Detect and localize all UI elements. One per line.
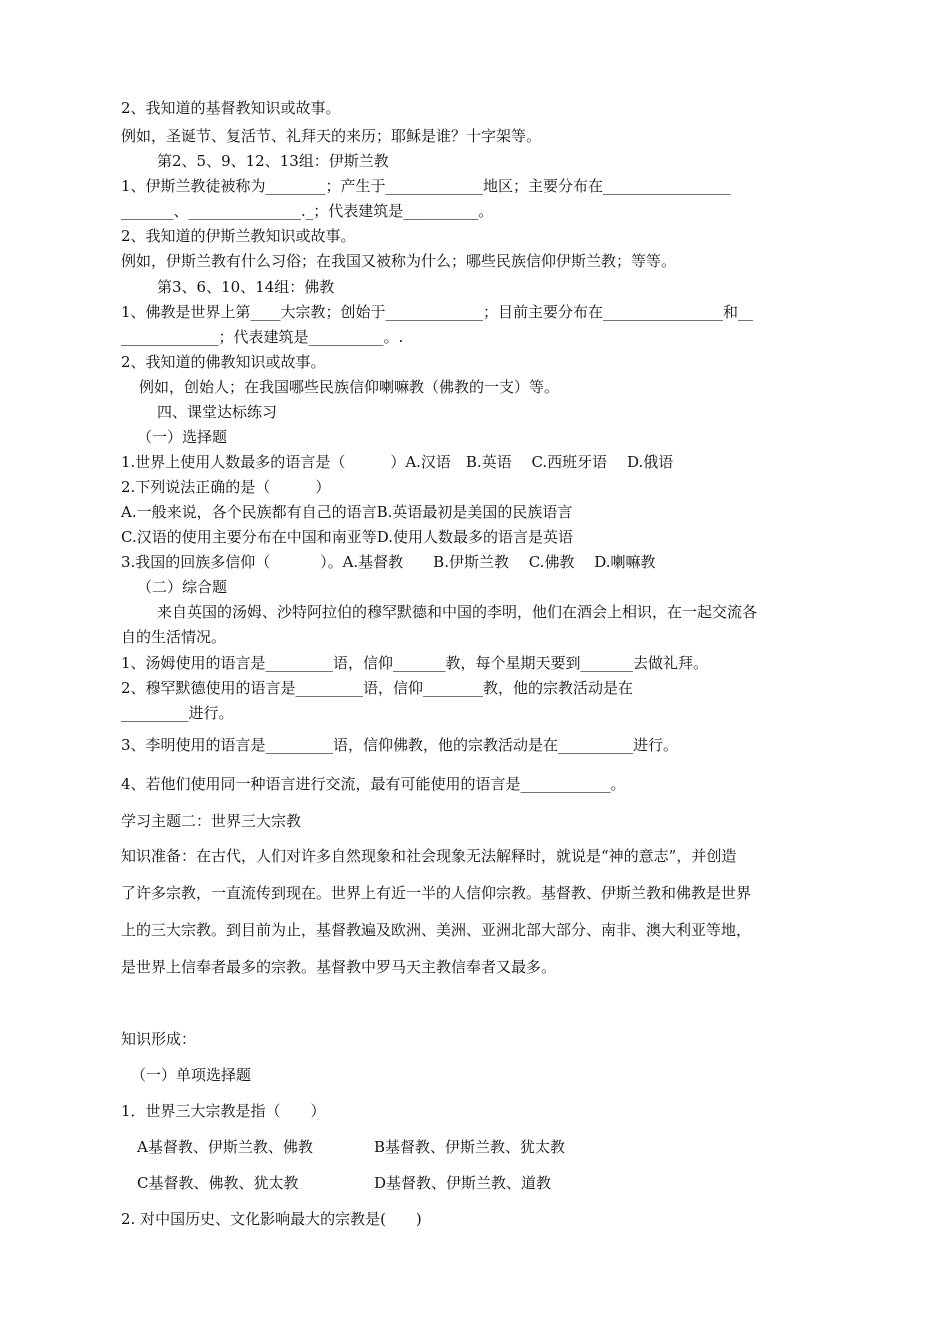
section-heading: 四、课堂达标练习 <box>157 403 278 421</box>
text-line: 第3、6、10、14组：佛教 <box>157 278 335 296</box>
text-line: 第2、5、9、12、13组：伊斯兰教 <box>157 152 389 170</box>
option-line: A.一般来说，各个民族都有自己的语言B.英语最初是美国的民族语言 <box>121 503 573 521</box>
question-line: 3.我国的回族多信仰（ ）。A.基督教 B.伊斯兰教 C.佛教 D.喇嘛教 <box>121 553 656 571</box>
question-line: 2.下列说法正确的是（ ） <box>121 478 331 496</box>
text-line: 是世界上信奉者最多的宗教。基督教中罗马天主教信奉者又最多。 <box>121 958 557 976</box>
text-line: 上的三大宗教。到目前为止，基督教遍及欧洲、美洲、亚洲北部大部分、南非、澳大利亚等地， <box>121 921 752 939</box>
subsection-heading: （二）综合题 <box>137 578 228 596</box>
text-line: 例如，圣诞节、复活节、礼拜天的来历；耶稣是谁？十字架等。 <box>121 127 542 145</box>
text-line: 2、我知道的佛教知识或故事。 <box>121 353 326 371</box>
question-line: 1.世界上使用人数最多的语言是（ ）A.汉语 B.英语 C.西班牙语 D.俄语 <box>121 453 674 471</box>
question-line: 2. 对中国历史、文化影响最大的宗教是( ) <box>121 1210 422 1228</box>
text-line: 4、若他们使用同一种语言进行交流，最有可能使用的语言是____________。 <box>121 775 626 793</box>
text-line: 1、汤姆使用的语言是_________语，信仰_______教，每个星期天要到_______去做礼拜。 <box>121 654 709 672</box>
text-line: 2、穆罕默德使用的语言是_________语，信仰________教，他的宗教活动是在 <box>121 679 634 697</box>
text-line: 自的生活情况。 <box>121 628 227 646</box>
subsection-heading: （一）单项选择题 <box>131 1066 252 1084</box>
text-line: 1、伊斯兰教徒被称为________；产生于_____________地区；主要分布在_________________ <box>121 177 731 195</box>
text-line: 2、我知道的基督教知识或故事。 <box>121 99 341 117</box>
text-line: 例如，创始人；在我国哪些民族信仰喇嘛教（佛教的一支）等。 <box>139 378 560 396</box>
text-line: 3、李明使用的语言是_________语，信仰佛教，他的宗教活动是在__________进行。 <box>121 736 679 754</box>
text-line: 例如，伊斯兰教有什么习俗；在我国又被称为什么；哪些民族信仰伊斯兰教；等等。 <box>121 252 677 270</box>
text-line: 1、佛教是世界上第____大宗教；创始于_____________；目前主要分布在________________和__ <box>121 303 754 321</box>
option-c: C基督教、佛教、犹太教 <box>137 1174 299 1192</box>
question-line: 1．世界三大宗教是指（ ） <box>121 1102 326 1120</box>
option-line: C.汉语的使用主要分布在中国和南亚等D.使用人数最多的语言是英语 <box>121 528 573 546</box>
option-d: D基督教、伊斯兰教、道教 <box>374 1174 552 1192</box>
text-line: 知识形成： <box>121 1030 197 1048</box>
text-line: 来自英国的汤姆、沙特阿拉伯的穆罕默德和中国的李明，他们在酒会上相识，在一起交流各 <box>157 603 758 621</box>
option-a: A基督教、伊斯兰教、佛教 <box>137 1138 313 1156</box>
text-line: 2、我知道的伊斯兰教知识或故事。 <box>121 227 356 245</box>
text-line: _____________；代表建筑是__________。. <box>121 328 404 346</box>
subsection-heading: （一）选择题 <box>137 428 228 446</box>
text-line: _______、_______________._；代表建筑是__________。 <box>121 202 494 220</box>
topic-heading: 学习主题二：世界三大宗教 <box>121 812 302 830</box>
text-line: 了许多宗教，一直流传到现在。世界上有近一半的人信仰宗教。基督教、伊斯兰教和佛教是世界 <box>121 884 752 902</box>
option-b: B基督教、伊斯兰教、犹太教 <box>374 1138 566 1156</box>
text-line: 知识准备：在古代，人们对许多自然现象和社会现象无法解释时，就说是“神的意志”，并创造 <box>121 847 737 865</box>
text-line: _________进行。 <box>121 704 234 722</box>
